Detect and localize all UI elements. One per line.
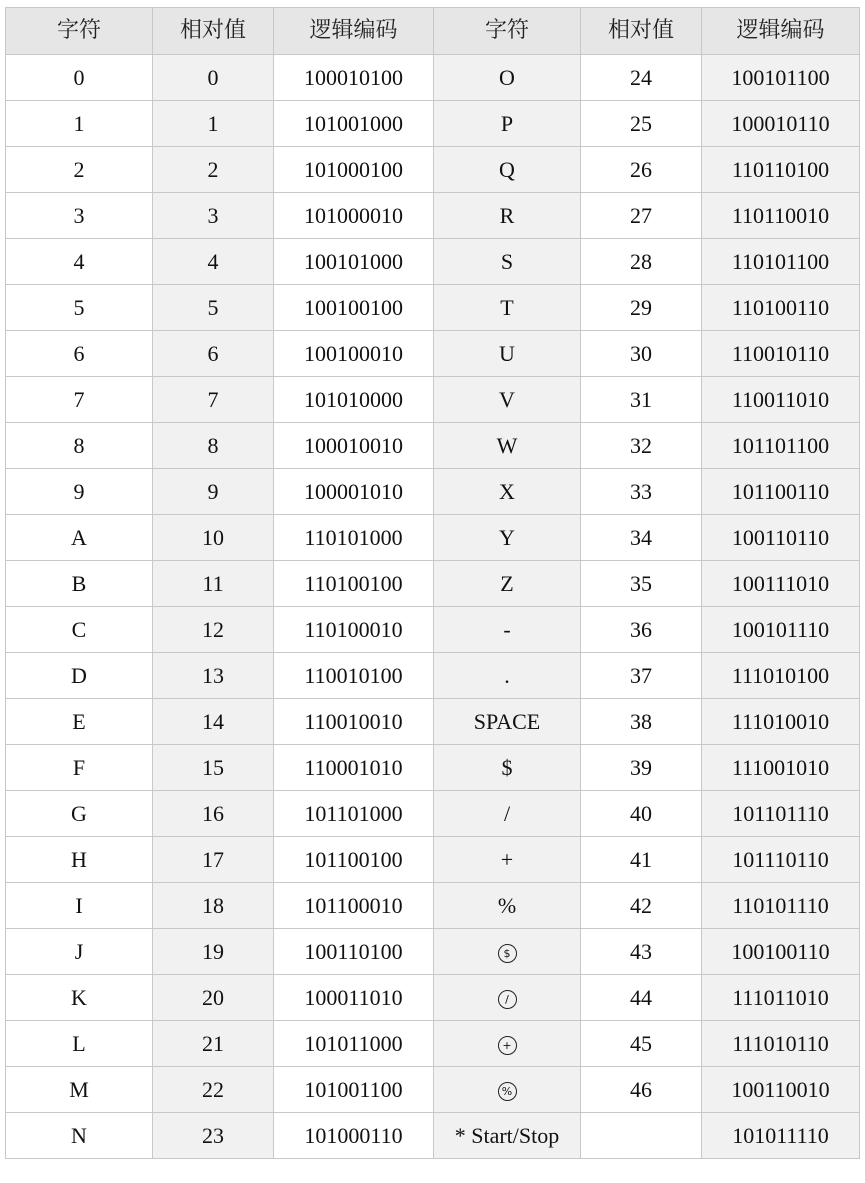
cell-char: - bbox=[434, 607, 581, 653]
cell-code: 111010100 bbox=[702, 653, 860, 699]
cell-char: * Start/Stop bbox=[434, 1113, 581, 1159]
header-value-right: 相对值 bbox=[581, 8, 702, 55]
cell-char: Y bbox=[434, 515, 581, 561]
cell-value: 38 bbox=[581, 699, 702, 745]
cell-value: 3 bbox=[153, 193, 274, 239]
cell-value: 25 bbox=[581, 101, 702, 147]
circled-symbol-icon: / bbox=[498, 990, 517, 1009]
cell-code: 110100010 bbox=[274, 607, 434, 653]
cell-char: D bbox=[6, 653, 153, 699]
cell-code: 110100110 bbox=[702, 285, 860, 331]
cell-char: V bbox=[434, 377, 581, 423]
cell-char: H bbox=[6, 837, 153, 883]
header-char-right: 字符 bbox=[434, 8, 581, 55]
cell-value: 4 bbox=[153, 239, 274, 285]
table-row bbox=[6, 55, 860, 101]
header-char-left: 字符 bbox=[6, 8, 153, 55]
cell-code: 110101110 bbox=[702, 883, 860, 929]
cell-value: 5 bbox=[153, 285, 274, 331]
table-row bbox=[6, 883, 860, 929]
cell-value: 11 bbox=[153, 561, 274, 607]
cell-value: 39 bbox=[581, 745, 702, 791]
cell-value: 14 bbox=[153, 699, 274, 745]
cell-char: . bbox=[434, 653, 581, 699]
cell-code: 101001100 bbox=[274, 1067, 434, 1113]
cell-code: 110011010 bbox=[702, 377, 860, 423]
cell-char: N bbox=[6, 1113, 153, 1159]
cell-char: W bbox=[434, 423, 581, 469]
cell-code: 100101110 bbox=[702, 607, 860, 653]
cell-code: 101100110 bbox=[702, 469, 860, 515]
cell-code: 110010010 bbox=[274, 699, 434, 745]
circled-symbol-icon: % bbox=[498, 1082, 517, 1101]
table-row bbox=[6, 975, 860, 1021]
cell-code: 101001000 bbox=[274, 101, 434, 147]
cell-value: 2 bbox=[153, 147, 274, 193]
cell-char: + bbox=[434, 837, 581, 883]
cell-code: 101101000 bbox=[274, 791, 434, 837]
cell-char bbox=[434, 1021, 581, 1067]
cell-value: 31 bbox=[581, 377, 702, 423]
table-row bbox=[6, 239, 860, 285]
cell-code: 100101100 bbox=[702, 55, 860, 101]
cell-code: 110101100 bbox=[702, 239, 860, 285]
table-row bbox=[6, 653, 860, 699]
cell-code: 101010000 bbox=[274, 377, 434, 423]
cell-char: T bbox=[434, 285, 581, 331]
cell-code: 100100100 bbox=[274, 285, 434, 331]
cell-code: 100010100 bbox=[274, 55, 434, 101]
table-row bbox=[6, 377, 860, 423]
cell-value: 40 bbox=[581, 791, 702, 837]
cell-char: B bbox=[6, 561, 153, 607]
cell-value: 36 bbox=[581, 607, 702, 653]
cell-char: L bbox=[6, 1021, 153, 1067]
cell-value: 23 bbox=[153, 1113, 274, 1159]
cell-value: 9 bbox=[153, 469, 274, 515]
cell-value: 10 bbox=[153, 515, 274, 561]
table-row bbox=[6, 837, 860, 883]
cell-char: S bbox=[434, 239, 581, 285]
cell-value: 33 bbox=[581, 469, 702, 515]
cell-char: 5 bbox=[6, 285, 153, 331]
cell-code: 100110100 bbox=[274, 929, 434, 975]
cell-code: 100100010 bbox=[274, 331, 434, 377]
table-row bbox=[6, 1067, 860, 1113]
cell-value: 29 bbox=[581, 285, 702, 331]
cell-char: / bbox=[434, 791, 581, 837]
cell-value: 37 bbox=[581, 653, 702, 699]
cell-char: M bbox=[6, 1067, 153, 1113]
cell-value: 34 bbox=[581, 515, 702, 561]
table-row bbox=[6, 331, 860, 377]
cell-char: X bbox=[434, 469, 581, 515]
cell-code: 110110100 bbox=[702, 147, 860, 193]
table-row bbox=[6, 1021, 860, 1067]
cell-value: 8 bbox=[153, 423, 274, 469]
cell-value: 44 bbox=[581, 975, 702, 1021]
cell-value: 28 bbox=[581, 239, 702, 285]
cell-code: 100101000 bbox=[274, 239, 434, 285]
cell-value: 22 bbox=[153, 1067, 274, 1113]
cell-code: 111011010 bbox=[702, 975, 860, 1021]
cell-value: 43 bbox=[581, 929, 702, 975]
cell-value: 42 bbox=[581, 883, 702, 929]
code39-table-container bbox=[5, 7, 859, 1159]
table-row bbox=[6, 101, 860, 147]
cell-code: 101101110 bbox=[702, 791, 860, 837]
cell-char: I bbox=[6, 883, 153, 929]
cell-code: 100011010 bbox=[274, 975, 434, 1021]
cell-value: 15 bbox=[153, 745, 274, 791]
cell-char bbox=[434, 975, 581, 1021]
cell-char: U bbox=[434, 331, 581, 377]
cell-code: 100110110 bbox=[702, 515, 860, 561]
header-code-right: 逻辑编码 bbox=[702, 8, 860, 55]
table-row bbox=[6, 745, 860, 791]
table-row bbox=[6, 193, 860, 239]
cell-char: 7 bbox=[6, 377, 153, 423]
cell-char: % bbox=[434, 883, 581, 929]
cell-value: 20 bbox=[153, 975, 274, 1021]
cell-value: 32 bbox=[581, 423, 702, 469]
table-row bbox=[6, 423, 860, 469]
cell-char: 8 bbox=[6, 423, 153, 469]
cell-code: 101101100 bbox=[702, 423, 860, 469]
table-row bbox=[6, 515, 860, 561]
table-row bbox=[6, 285, 860, 331]
table-row bbox=[6, 1113, 860, 1159]
code39-character-table bbox=[5, 7, 860, 1159]
table-row bbox=[6, 469, 860, 515]
cell-value: 27 bbox=[581, 193, 702, 239]
cell-char: 1 bbox=[6, 101, 153, 147]
table-row bbox=[6, 607, 860, 653]
cell-code: 111010110 bbox=[702, 1021, 860, 1067]
cell-char: 0 bbox=[6, 55, 153, 101]
cell-code: 100010110 bbox=[702, 101, 860, 147]
circled-symbol-icon: $ bbox=[498, 944, 517, 963]
cell-code: 111010010 bbox=[702, 699, 860, 745]
cell-code: 101011000 bbox=[274, 1021, 434, 1067]
cell-char: G bbox=[6, 791, 153, 837]
cell-code: 101100010 bbox=[274, 883, 434, 929]
cell-code: 100110010 bbox=[702, 1067, 860, 1113]
cell-char: O bbox=[434, 55, 581, 101]
cell-value: 35 bbox=[581, 561, 702, 607]
cell-value: 6 bbox=[153, 331, 274, 377]
cell-value: 45 bbox=[581, 1021, 702, 1067]
cell-code: 101110110 bbox=[702, 837, 860, 883]
cell-value: 1 bbox=[153, 101, 274, 147]
cell-char: 4 bbox=[6, 239, 153, 285]
table-row bbox=[6, 791, 860, 837]
header-code-left: 逻辑编码 bbox=[274, 8, 434, 55]
cell-char: A bbox=[6, 515, 153, 561]
cell-char: F bbox=[6, 745, 153, 791]
cell-code: 101100100 bbox=[274, 837, 434, 883]
cell-value: 13 bbox=[153, 653, 274, 699]
cell-char: 2 bbox=[6, 147, 153, 193]
cell-char: R bbox=[434, 193, 581, 239]
cell-value: 17 bbox=[153, 837, 274, 883]
table-row bbox=[6, 929, 860, 975]
cell-char: J bbox=[6, 929, 153, 975]
cell-value: 41 bbox=[581, 837, 702, 883]
header-row bbox=[6, 8, 860, 55]
circled-symbol-icon: + bbox=[498, 1036, 517, 1055]
cell-value: 21 bbox=[153, 1021, 274, 1067]
cell-value: 30 bbox=[581, 331, 702, 377]
cell-code: 100010010 bbox=[274, 423, 434, 469]
cell-char: C bbox=[6, 607, 153, 653]
table-row bbox=[6, 699, 860, 745]
table-row bbox=[6, 147, 860, 193]
cell-char: Z bbox=[434, 561, 581, 607]
cell-code: 111001010 bbox=[702, 745, 860, 791]
cell-value: 19 bbox=[153, 929, 274, 975]
cell-char bbox=[434, 1067, 581, 1113]
cell-value: 46 bbox=[581, 1067, 702, 1113]
cell-char: P bbox=[434, 101, 581, 147]
cell-value: 0 bbox=[153, 55, 274, 101]
cell-value: 18 bbox=[153, 883, 274, 929]
cell-code: 101000110 bbox=[274, 1113, 434, 1159]
cell-code: 100001010 bbox=[274, 469, 434, 515]
cell-char: 9 bbox=[6, 469, 153, 515]
cell-code: 110100100 bbox=[274, 561, 434, 607]
table-body bbox=[6, 55, 860, 1159]
cell-char: SPACE bbox=[434, 699, 581, 745]
cell-value bbox=[581, 1113, 702, 1159]
cell-code: 110001010 bbox=[274, 745, 434, 791]
cell-value: 7 bbox=[153, 377, 274, 423]
cell-value: 26 bbox=[581, 147, 702, 193]
cell-value: 24 bbox=[581, 55, 702, 101]
cell-char: Q bbox=[434, 147, 581, 193]
cell-char bbox=[434, 929, 581, 975]
table-row bbox=[6, 561, 860, 607]
cell-code: 101011110 bbox=[702, 1113, 860, 1159]
cell-value: 12 bbox=[153, 607, 274, 653]
cell-code: 110110010 bbox=[702, 193, 860, 239]
cell-char: K bbox=[6, 975, 153, 1021]
cell-code: 101000100 bbox=[274, 147, 434, 193]
header-value-left: 相对值 bbox=[153, 8, 274, 55]
cell-char: E bbox=[6, 699, 153, 745]
cell-code: 101000010 bbox=[274, 193, 434, 239]
cell-code: 110010100 bbox=[274, 653, 434, 699]
cell-char: 6 bbox=[6, 331, 153, 377]
cell-code: 100111010 bbox=[702, 561, 860, 607]
cell-code: 110101000 bbox=[274, 515, 434, 561]
cell-value: 16 bbox=[153, 791, 274, 837]
cell-code: 100100110 bbox=[702, 929, 860, 975]
cell-char: 3 bbox=[6, 193, 153, 239]
cell-code: 110010110 bbox=[702, 331, 860, 377]
cell-char: $ bbox=[434, 745, 581, 791]
